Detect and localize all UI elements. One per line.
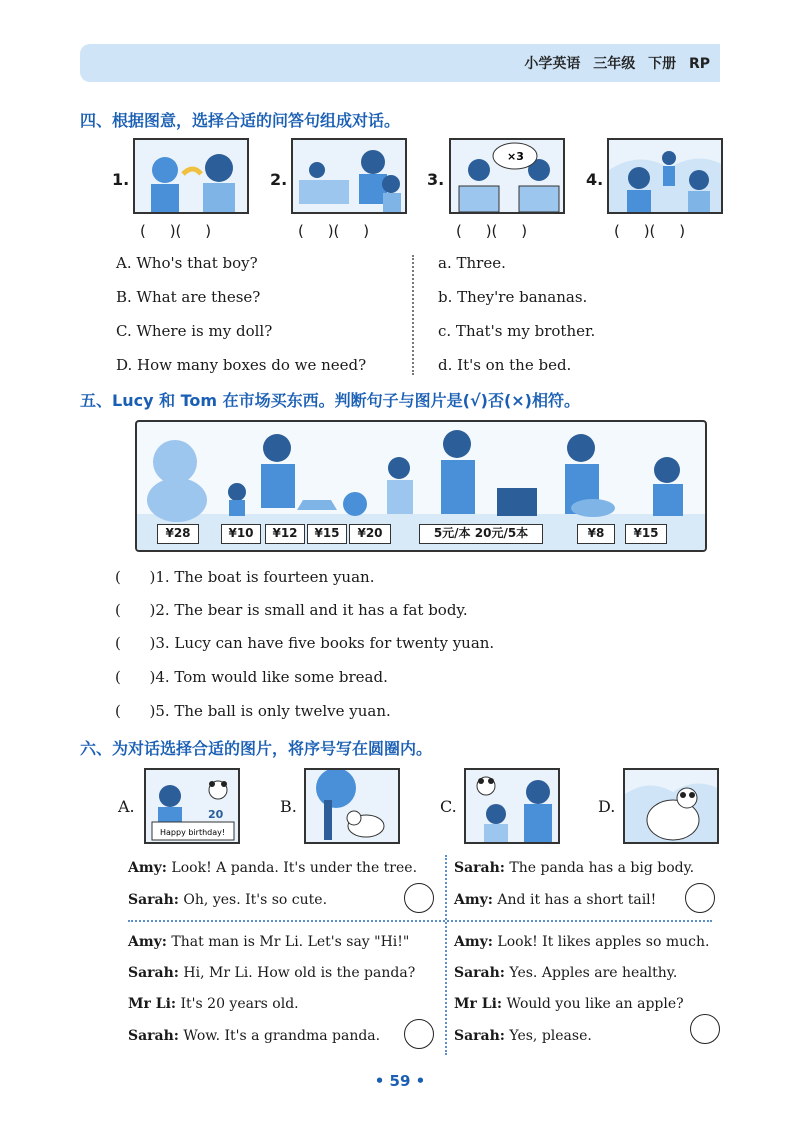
dialogue4-line2 [454,965,677,981]
birthday-panda-illustration [146,770,240,844]
answer-d: d. It's on the bed. [438,356,572,374]
speaker: Sarah: [454,965,505,981]
dialogue1-line1 [128,860,417,876]
line-text: Yes, please. [504,1028,592,1044]
dialogue3-line3 [128,996,299,1012]
item3-answer-blanks[interactable]: ( )( ) [456,222,528,240]
section4-title: 四、根据图意，选择合适的问答句组成对话。 [80,111,401,130]
times-three-label: ×3 [507,150,524,163]
speaker: Sarah: [128,965,179,981]
speaker: Sarah: [128,1028,179,1044]
column-divider [412,255,414,375]
line-text: It's 20 years old. [176,996,299,1012]
section5-title: 五、Lucy 和 Tom 在市场买东西。判断句子与图片是(√)否(×)相符。 [80,391,580,410]
dialogue1-line2 [128,892,327,908]
line-text: And it has a short tail! [492,892,657,908]
price-boat: ¥15 [307,524,347,544]
dialogue2-answer-circle[interactable] [685,883,715,913]
picture-a-birthday [144,768,240,844]
picture-brother [607,138,723,214]
price-doll: ¥10 [221,524,261,544]
section6-title: 六、为对话选择合适的图片，将序号写在圆圈内。 [80,739,433,758]
boxes-illustration [451,140,565,214]
mr-li-illustration [466,770,560,844]
price-car: ¥12 [265,524,305,544]
speaker: Amy: [128,860,167,876]
speaker: Sarah: [128,892,179,908]
line-text: The panda has a big body. [504,860,695,876]
market-picture [135,420,707,552]
item4-number: 4. [586,170,604,189]
judge-sentence-4[interactable]: ( )4. Tom would like some bread. [115,668,388,686]
cake-greeting: Happy birthday! [160,828,226,837]
speaker: Sarah: [454,1028,505,1044]
judge-sentence-5[interactable]: ( )5. The ball is only twelve yuan. [115,702,391,720]
dialogue-column-divider [445,855,447,1055]
item3-number: 3. [427,170,445,189]
panda-under-tree-illustration [306,770,400,844]
dialogue2-line2 [454,892,656,908]
dialogue4-line4 [454,1028,592,1044]
picture-c-letter: C. [440,797,457,816]
price-cake: ¥15 [625,524,667,544]
question-c: C. Where is my doll? [116,322,273,340]
dialogue3-line2 [128,965,415,981]
question-a: A. Who's that boy? [116,254,258,272]
dialogue-row-divider [128,920,712,922]
item2-number: 2. [270,170,288,189]
line-text: Oh, yes. It's so cute. [178,892,328,908]
line-text: Wow. It's a grandma panda. [178,1028,381,1044]
line-text: Look! A panda. It's under the tree. [166,860,418,876]
dialogue1-answer-circle[interactable] [404,883,434,913]
picture-doll-bed [291,138,407,214]
dialogue3-answer-circle[interactable] [404,1019,434,1049]
big-panda-illustration [625,770,719,844]
answer-b: b. They're bananas. [438,288,588,306]
picture-b-tree [304,768,400,844]
price-bread: ¥8 [577,524,615,544]
judge-sentence-3[interactable]: ( )3. Lucy can have five books for twenty yuan. [115,634,495,652]
speaker: Mr Li: [128,996,177,1012]
page-number: • 59 • [374,1072,426,1090]
line-text: Look! It likes apples so much. [492,934,710,950]
picture-boxes [449,138,565,214]
header-title: 小学英语 三年级 下册 RP [524,56,710,72]
dialogue4-line1 [454,934,709,950]
dialogue3-line1 [128,934,409,950]
picture-d-big-panda [623,768,719,844]
dialogue2-line1 [454,860,694,876]
picture-bananas [133,138,249,214]
line-text: That man is Mr Li. Let's say "Hi!" [166,934,410,950]
judge-sentence-2[interactable]: ( )2. The bear is small and it has a fat body. [115,601,468,619]
speaker: Sarah: [454,860,505,876]
price-ball: ¥20 [349,524,391,544]
picture-c-mr-li [464,768,560,844]
dialogue3-line4 [128,1028,380,1044]
line-text: Would you like an apple? [502,996,684,1012]
picture-a-letter: A. [118,797,135,816]
price-books: 5元/本 20元/5本 [419,524,543,544]
answer-c: c. That's my brother. [438,322,596,340]
speaker: Amy: [454,934,493,950]
item2-answer-blanks[interactable]: ( )( ) [298,222,370,240]
judge-sentence-1[interactable]: ( )1. The boat is fourteen yuan. [115,568,375,586]
line-text: Yes. Apples are healthy. [504,965,678,981]
price-bear: ¥28 [157,524,199,544]
doll-on-bed-illustration [293,140,407,214]
question-b: B. What are these? [116,288,261,306]
picture-d-letter: D. [598,797,616,816]
item1-answer-blanks[interactable]: ( )( ) [140,222,212,240]
brother-illustration [609,140,723,214]
item4-answer-blanks[interactable]: ( )( ) [614,222,686,240]
dialogue4-answer-circle[interactable] [690,1014,720,1044]
picture-b-letter: B. [280,797,297,816]
line-text: Hi, Mr Li. How old is the panda? [178,965,416,981]
dialogue4-line3 [454,996,684,1012]
item1-number: 1. [112,170,130,189]
speaker: Amy: [128,934,167,950]
answer-a: a. Three. [438,254,506,272]
speaker: Amy: [454,892,493,908]
bananas-illustration [135,140,249,214]
speaker: Mr Li: [454,996,503,1012]
question-d: D. How many boxes do we need? [116,356,367,374]
cake-number: 20 [208,808,224,821]
